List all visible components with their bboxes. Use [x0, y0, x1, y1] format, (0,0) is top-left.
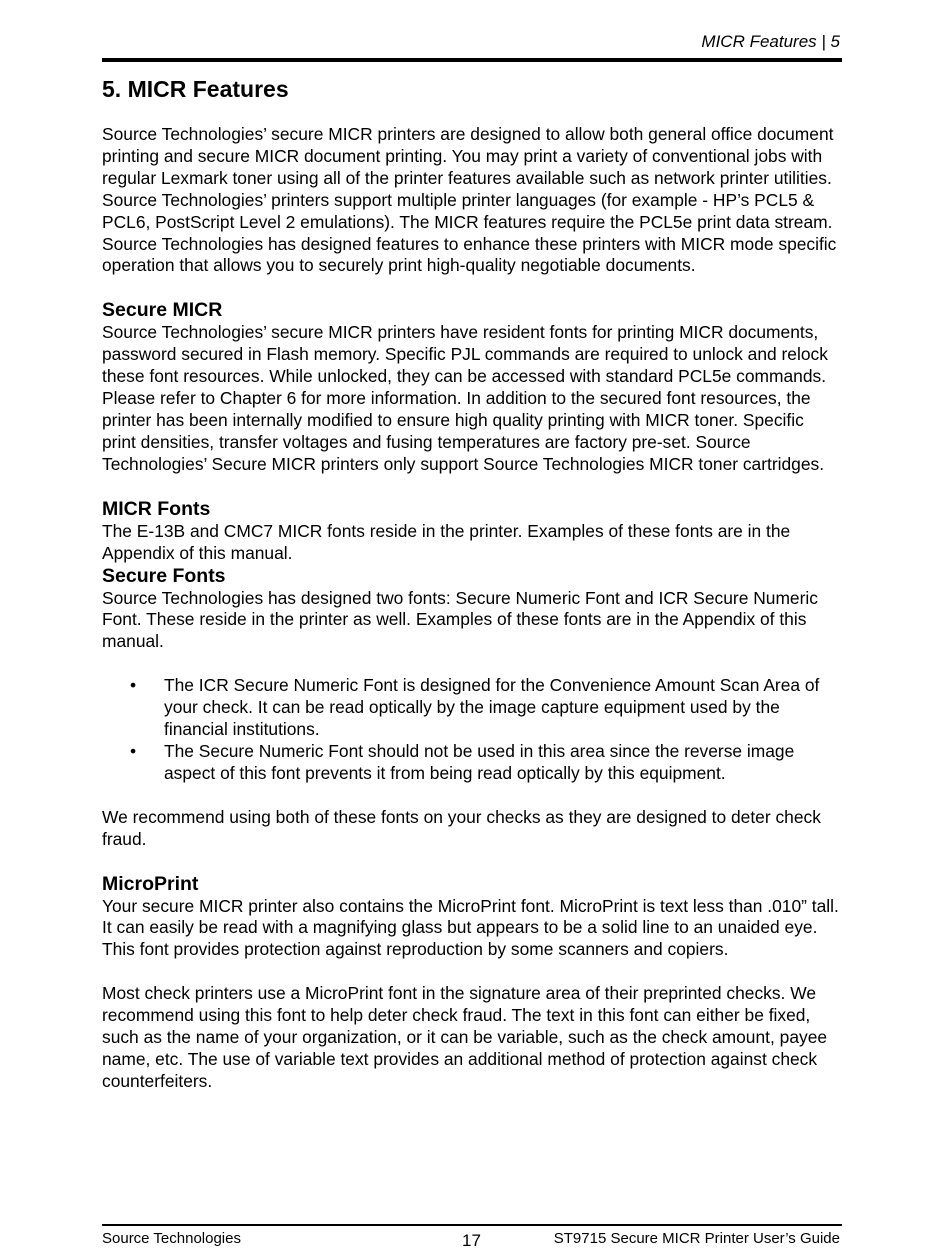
secure-fonts-heading: Secure Fonts	[102, 564, 226, 587]
secure-fonts-paragraph: Source Technologies has designed two fonts: Secure Numeric Font and ICR Secure Numeric Font. These reside in the printer as well. Examples of these fonts are in the Appendix of this manual.	[102, 587, 818, 652]
secure-fonts-bullet-list	[102, 675, 842, 785]
footer-guide-title: ST9715 Secure MICR Printer User’s Guide	[553, 1230, 840, 1247]
spacer	[102, 476, 842, 498]
spacer	[102, 961, 842, 983]
micr-fonts-heading: MICR Fonts	[102, 497, 211, 520]
page-content	[102, 124, 842, 1093]
secure-micr-paragraph: Source Technologies’ secure MICR printers have resident fonts for printing MICR documents, password secured in Flash memory. Specific PJL commands are required to unlock and relock these font resources. While unlocked, they can be accessed with standard PCL5e commands. Please refer to Chapter 6 for more information. In addition to the secured font resources, the printer has been internally modified to ensure high quality printing with MICR toner. Specific print densities, transfer voltages and fusing temperatures are factory pre-set. Source Technologies’ Secure MICR printers only support Source Technologies MICR toner cartridges.	[102, 322, 828, 474]
spacer	[102, 653, 842, 675]
footer-rule	[102, 1224, 842, 1226]
spacer	[102, 277, 842, 299]
list-item-text: The Secure Numeric Font should not be used in this area since the reverse image aspect of this font prevents it from being read optically by this equipment.	[164, 740, 795, 783]
footer-company: Source Technologies	[102, 1230, 241, 1247]
spacer	[102, 785, 842, 807]
bullet-icon: •	[130, 740, 137, 761]
recommendation-paragraph: We recommend using both of these fonts on your checks as they are designed to deter check fraud.	[102, 806, 821, 849]
page-footer	[102, 1230, 842, 1250]
micr-fonts-paragraph: The E-13B and CMC7 MICR fonts reside in the printer. Examples of these fonts are in the Appendix of this manual.	[102, 520, 791, 563]
microprint-paragraph-2: Most check printers use a MicroPrint font in the signature area of their preprinted checks. We recommend using this font to help deter check fraud. The text in this font can either be fixed, such as the name of your organization, or it can be variable, such as the check amount, payee name, etc. The use of variable text provides an additional method of protection against check counterfeiters.	[102, 983, 828, 1091]
secure-micr-heading: Secure MICR	[102, 299, 223, 322]
header-rule	[102, 58, 842, 62]
list-item	[102, 675, 842, 741]
chapter-title: 5. MICR Features	[102, 76, 289, 102]
intro-paragraph: Source Technologies’ secure MICR printers are designed to allow both general office document printing and secure MICR document printing. You may print a variety of conventional jobs with regular Lexmark toner using all of the printer features available such as network printer utilities. Source Technologies’ printers support multiple printer languages (for example - HP’s PCL5 & PCL6, PostScript Level 2 emulations). The MICR features require the PCL5e print data stream. Source Technologies has designed features to enhance these printers with MICR mode specific operation that allows you to securely print high-quality negotiable documents.	[102, 124, 837, 276]
list-item	[102, 741, 842, 785]
microprint-heading: MicroPrint	[102, 872, 199, 895]
page-number: 17	[462, 1231, 481, 1250]
list-item-text: The ICR Secure Numeric Font is designed for the Convenience Amount Scan Area of your check. It can be read optically by the image capture equipment used by the financial institutions.	[164, 675, 820, 740]
microprint-paragraph-1: Your secure MICR printer also contains the MicroPrint font. MicroPrint is text less than .010” tall. It can easily be read with a magnifying glass but appears to be a solid line to an unaided eye. This font provides protection against reproduction by some scanners and copiers.	[102, 895, 839, 960]
bullet-icon: •	[130, 675, 137, 696]
running-header: MICR Features | 5	[701, 32, 840, 51]
document-page	[102, 0, 842, 1260]
spacer	[102, 851, 842, 873]
